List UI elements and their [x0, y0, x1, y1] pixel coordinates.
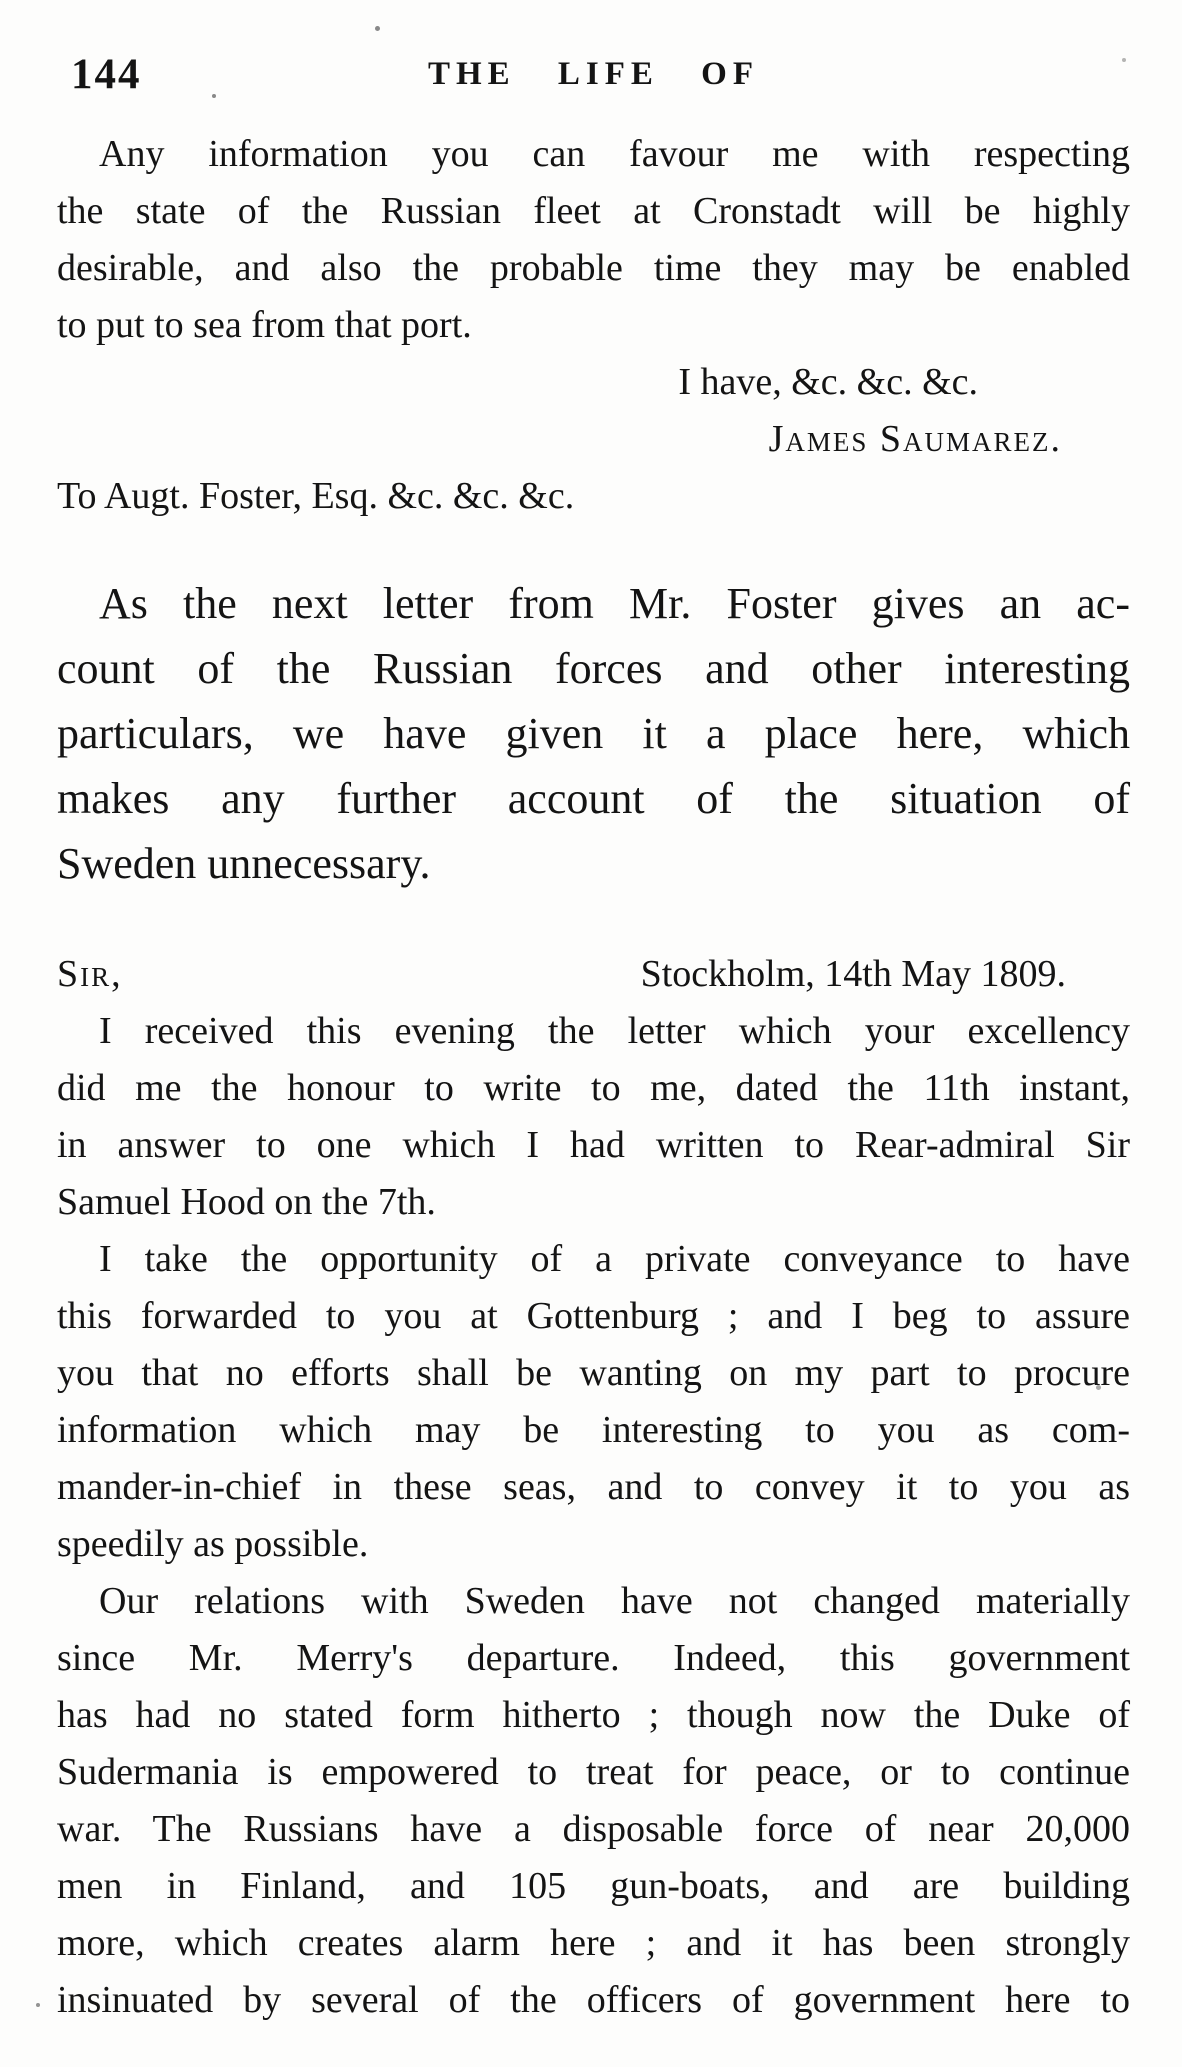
salutation: Sir,	[57, 953, 123, 995]
scan-speck	[375, 26, 380, 31]
text-line: makes any further account of the situation of	[57, 774, 1130, 823]
running-title: THE LIFE OF	[427, 56, 760, 92]
text-line: to put to sea from that port.	[57, 304, 472, 346]
text-line: count of the Russian forces and other interesting	[57, 644, 1130, 693]
text-line: Our relations with Sweden have not changed materially	[99, 1580, 1130, 1622]
text-line: the state of the Russian fleet at Cronstadt will be highly	[57, 190, 1130, 232]
text-line: war. The Russians have a disposable force of near 20,000	[57, 1808, 1130, 1850]
text-line: in answer to one which I had written to Rear-admiral Sir	[57, 1124, 1130, 1166]
editorial-paragraph	[57, 571, 1130, 896]
text-line: this forwarded to you at Gottenburg ; and I beg to assure	[57, 1295, 1130, 1337]
text-line: you that no efforts shall be wanting on my part to procure	[57, 1352, 1130, 1394]
text-line: men in Finland, and 105 gun-boats, and are building	[57, 1865, 1130, 1907]
addressee: To Augt. Foster, Esq. &c. &c. &c.	[57, 475, 575, 517]
text-line: I received this evening the letter which your excellency	[99, 1010, 1130, 1052]
text-line: I take the opportunity of a private conveyance to have	[99, 1238, 1130, 1280]
text-line: desirable, and also the probable time they may be enabled	[57, 247, 1130, 289]
text-line: Samuel Hood on the 7th.	[57, 1181, 436, 1223]
text-line: Sweden unnecessary.	[57, 839, 431, 888]
page-number: 144	[71, 51, 142, 98]
dateline: Stockholm, 14th May 1809.	[640, 953, 1066, 995]
text-line: since Mr. Merry's departure. Indeed, this government	[57, 1637, 1130, 1679]
text-line: mander-in-chief in these seas, and to convey it to you as	[57, 1466, 1130, 1508]
text-line: insinuated by several of the officers of government here to	[57, 1979, 1130, 2021]
page-header	[57, 50, 1130, 100]
letter-heading	[57, 946, 1130, 1003]
scan-speck	[212, 94, 216, 98]
text-line: As the next letter from Mr. Foster gives an ac-	[99, 579, 1130, 628]
scan-speck	[1096, 1385, 1101, 1390]
scan-speck	[36, 2003, 40, 2007]
text-line: speedily as possible.	[57, 1523, 369, 1565]
signature: James Saumarez.	[768, 418, 1062, 460]
letter-paragraph-1	[57, 1003, 1130, 1231]
text-line: Sudermania is empowered to treat for peace, or to continue	[57, 1751, 1130, 1793]
text-line: information which may be interesting to you as com-	[57, 1409, 1130, 1451]
valediction: I have, &c. &c. &c.	[678, 361, 978, 403]
scan-speck	[1122, 58, 1126, 62]
letter-paragraph-3	[57, 1573, 1130, 2029]
text-line: did me the honour to write to me, dated the 11th instant,	[57, 1067, 1130, 1109]
text-line: has had no stated form hitherto ; though now the Duke of	[57, 1694, 1130, 1736]
letter-paragraph-2	[57, 1231, 1130, 1573]
letter-excerpt-paragraph	[57, 126, 1130, 354]
scan-speck	[78, 262, 82, 266]
text-line: more, which creates alarm here ; and it has been strongly	[57, 1922, 1130, 1964]
text-line: particulars, we have given it a place here, which	[57, 709, 1130, 758]
text-line: Any information you can favour me with respecting	[99, 133, 1130, 175]
